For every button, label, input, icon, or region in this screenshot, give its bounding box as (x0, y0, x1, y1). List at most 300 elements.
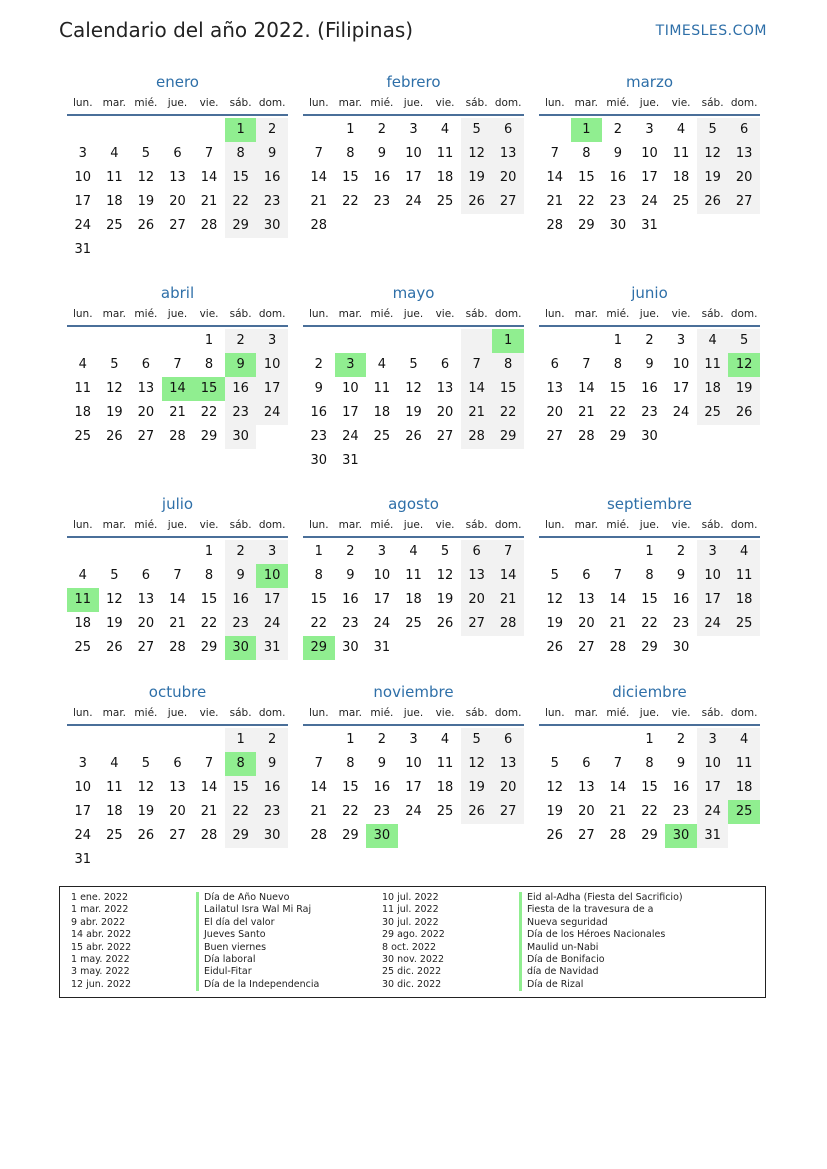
weekday-header (303, 514, 524, 538)
weekday-label: mié. (134, 97, 158, 109)
holiday-name: Día de la Independencia (196, 979, 319, 991)
day-cell: 7 (173, 568, 182, 583)
day-cell: 24 (641, 194, 658, 209)
weekday-label: jue. (403, 308, 424, 320)
day-cell: 29 (225, 824, 257, 848)
day-cell: 15 (641, 780, 658, 795)
weekday-label: vie. (671, 97, 691, 109)
day-cell: 19 (697, 166, 729, 190)
day-cell: 27 (578, 828, 595, 843)
day-cell: 16 (609, 170, 627, 185)
day-cell: 22 (225, 800, 257, 824)
weekday-header (303, 702, 524, 726)
day-cell: 4 (78, 357, 87, 372)
weekday-header (67, 92, 288, 116)
day-grid (303, 540, 524, 660)
day-cell: 4 (409, 544, 418, 559)
day-cell: 6 (582, 568, 591, 583)
holiday-name: Fiesta de la travesura de a (519, 904, 683, 916)
empty-cell (697, 636, 729, 660)
day-cell: 23 (310, 429, 328, 444)
day-cell: 18 (728, 588, 760, 612)
day-cell: 23 (256, 190, 288, 214)
day-grid (67, 540, 288, 660)
day-cell: 19 (728, 377, 760, 401)
weekday-label: lun. (72, 707, 93, 719)
day-cell: 30 (310, 453, 328, 468)
day-cell: 16 (225, 588, 257, 612)
day-grid (539, 329, 760, 449)
day-cell: 26 (546, 640, 564, 655)
empty-cell (539, 540, 571, 564)
day-cell: 17 (405, 170, 422, 185)
day-cell: 26 (405, 429, 422, 444)
day-cell: 12 (137, 780, 155, 795)
holiday-day: 30 (366, 824, 398, 848)
day-cell: 2 (225, 540, 257, 564)
day-cell: 14 (461, 377, 493, 401)
day-cell: 3 (78, 756, 87, 771)
day-cell: 14 (310, 780, 328, 795)
empty-cell (130, 848, 162, 872)
weekday-label: jue. (167, 308, 188, 320)
day-cell: 6 (173, 146, 182, 161)
holiday-list (59, 886, 766, 998)
empty-cell (429, 824, 461, 848)
day-cell: 19 (137, 194, 155, 209)
day-cell: 16 (373, 170, 391, 185)
day-cell: 12 (546, 592, 564, 607)
day-cell: 14 (578, 381, 595, 396)
day-cell: 23 (373, 804, 391, 819)
day-cell: 23 (256, 800, 288, 824)
day-cell: 15 (342, 780, 359, 795)
day-cell: 15 (492, 377, 524, 401)
day-cell: 6 (728, 118, 760, 142)
weekday-label: sáb. (701, 519, 724, 531)
day-cell: 3 (697, 540, 729, 564)
holiday-day: 25 (728, 800, 760, 824)
holiday-name: Buen viernes (196, 942, 319, 954)
day-cell: 3 (676, 333, 686, 348)
day-cell: 11 (672, 146, 690, 161)
day-cell: 15 (225, 776, 257, 800)
empty-cell (728, 214, 760, 238)
day-cell: 9 (613, 146, 623, 161)
day-cell: 25 (106, 828, 123, 843)
weekday-label: jue. (167, 97, 188, 109)
weekday-label: mié. (606, 308, 630, 320)
day-cell: 30 (641, 429, 658, 444)
day-cell: 18 (672, 170, 690, 185)
day-cell: 7 (461, 353, 493, 377)
weekday-label: vie. (435, 707, 455, 719)
day-cell: 8 (346, 146, 355, 161)
weekday-label: dom. (494, 519, 522, 531)
day-cell: 26 (106, 429, 123, 444)
holiday-dates-left (71, 892, 131, 991)
empty-cell (571, 540, 603, 564)
weekday-label: jue. (639, 308, 660, 320)
day-cell: 11 (373, 381, 391, 396)
weekday-label: mié. (370, 707, 394, 719)
day-cell: 28 (609, 828, 627, 843)
weekday-label: mié. (370, 308, 394, 320)
day-cell: 26 (728, 401, 760, 425)
day-cell: 25 (697, 401, 729, 425)
day-cell: 5 (110, 357, 119, 372)
day-cell: 21 (169, 405, 186, 420)
weekday-header (539, 92, 760, 116)
day-cell: 6 (173, 756, 182, 771)
holiday-day: 1 (571, 118, 603, 142)
day-cell: 26 (546, 828, 564, 843)
day-cell: 16 (256, 166, 288, 190)
day-cell: 1 (613, 333, 623, 348)
holiday-day: 8 (225, 752, 257, 776)
month-name: julio (161, 495, 194, 513)
day-cell: 22 (641, 616, 658, 631)
day-cell: 26 (697, 190, 729, 214)
day-cell: 6 (492, 728, 524, 752)
empty-cell (130, 728, 162, 752)
empty-cell (398, 449, 430, 473)
day-cell: 28 (310, 828, 328, 843)
day-cell: 9 (256, 142, 288, 166)
weekday-label: vie. (199, 707, 219, 719)
day-cell: 22 (609, 405, 627, 420)
day-cell: 10 (342, 381, 359, 396)
day-cell: 16 (225, 377, 257, 401)
day-cell: 23 (342, 616, 359, 631)
empty-cell (398, 636, 430, 660)
day-cell: 10 (405, 146, 422, 161)
day-cell: 8 (225, 142, 257, 166)
holiday-day: 30 (225, 636, 257, 660)
day-cell: 7 (613, 756, 623, 771)
day-cell: 29 (342, 828, 359, 843)
holiday-name: Eidul-Fitar (196, 966, 319, 978)
weekday-label: lun. (308, 97, 329, 109)
day-cell: 31 (641, 218, 658, 233)
day-cell: 14 (609, 592, 627, 607)
weekday-header (67, 702, 288, 726)
holiday-date: 30 nov. 2022 (382, 954, 445, 966)
day-cell: 17 (256, 377, 288, 401)
day-cell: 10 (373, 568, 391, 583)
day-cell: 30 (256, 214, 288, 238)
day-cell: 21 (310, 804, 328, 819)
day-cell: 3 (697, 728, 729, 752)
month-name: octubre (148, 683, 207, 701)
day-cell: 31 (697, 824, 729, 848)
weekday-label: vie. (199, 308, 219, 320)
day-cell: 28 (169, 429, 186, 444)
day-cell: 19 (405, 405, 422, 420)
day-cell: 12 (546, 780, 564, 795)
day-cell: 24 (256, 612, 288, 636)
holiday-name: día de Navidad (519, 966, 683, 978)
day-cell: 12 (405, 381, 422, 396)
brand-link[interactable]: TIMESLES.COM (655, 23, 767, 39)
day-cell: 26 (461, 190, 493, 214)
day-cell: 13 (546, 381, 564, 396)
day-cell: 16 (641, 381, 658, 396)
empty-cell (539, 118, 571, 142)
month-marzo (539, 72, 760, 238)
day-grid (539, 540, 760, 660)
day-cell: 29 (200, 640, 218, 655)
day-cell: 21 (578, 405, 595, 420)
weekday-label: dom. (494, 97, 522, 109)
holiday-name: El día del valor (196, 917, 319, 929)
weekday-label: lun. (72, 308, 93, 320)
holiday-day: 29 (303, 636, 335, 660)
empty-cell (303, 329, 335, 353)
day-cell: 4 (78, 568, 87, 583)
day-cell: 1 (225, 728, 257, 752)
day-cell: 3 (78, 146, 87, 161)
weekday-label: vie. (435, 97, 455, 109)
weekday-label: mar. (102, 519, 127, 531)
day-cell: 15 (310, 592, 328, 607)
day-cell: 26 (137, 218, 155, 233)
empty-cell (539, 728, 571, 752)
empty-cell (665, 214, 697, 238)
day-cell: 6 (141, 568, 151, 583)
day-cell: 8 (645, 756, 654, 771)
day-cell: 23 (672, 804, 690, 819)
empty-cell (225, 848, 257, 872)
day-cell: 11 (697, 353, 729, 377)
day-cell: 19 (461, 776, 493, 800)
day-cell: 23 (373, 194, 391, 209)
day-cell: 8 (204, 357, 214, 372)
weekday-label: mar. (574, 519, 599, 531)
month-name: enero (156, 73, 199, 91)
empty-cell (728, 824, 760, 848)
day-cell: 20 (492, 776, 524, 800)
day-cell: 27 (169, 218, 186, 233)
day-cell: 23 (641, 405, 658, 420)
day-cell: 5 (697, 118, 729, 142)
day-cell: 25 (74, 640, 92, 655)
weekday-header (303, 303, 524, 327)
weekday-label: sáb. (229, 519, 252, 531)
empty-cell (303, 118, 335, 142)
day-cell: 3 (409, 732, 418, 747)
day-cell: 7 (173, 357, 182, 372)
weekday-label: mié. (370, 97, 394, 109)
day-cell: 29 (609, 429, 627, 444)
empty-cell (429, 449, 461, 473)
day-cell: 13 (169, 780, 186, 795)
day-cell: 13 (728, 142, 760, 166)
day-cell: 16 (672, 780, 690, 795)
day-cell: 29 (641, 640, 658, 655)
holiday-date: 25 dic. 2022 (382, 966, 442, 978)
empty-cell (492, 214, 524, 238)
day-cell: 22 (492, 401, 524, 425)
day-cell: 3 (377, 544, 387, 559)
day-cell: 4 (110, 756, 119, 771)
day-cell: 25 (106, 218, 123, 233)
day-cell: 17 (641, 170, 658, 185)
empty-cell (429, 214, 461, 238)
day-cell: 6 (550, 357, 559, 372)
holiday-date: 14 abr. 2022 (71, 929, 132, 941)
holiday-date: 3 may. 2022 (71, 966, 130, 978)
weekday-label: mié. (606, 97, 630, 109)
day-cell: 30 (256, 824, 288, 848)
day-cell: 11 (728, 752, 760, 776)
day-cell: 21 (492, 588, 524, 612)
empty-cell (99, 118, 131, 142)
day-cell: 5 (141, 756, 151, 771)
empty-cell (492, 449, 524, 473)
empty-cell (193, 118, 225, 142)
day-cell: 7 (204, 146, 214, 161)
day-cell: 3 (256, 540, 288, 564)
day-cell: 27 (436, 429, 454, 444)
day-cell: 17 (373, 592, 391, 607)
empty-cell (193, 238, 225, 262)
day-cell: 21 (200, 804, 218, 819)
empty-cell (398, 824, 430, 848)
day-cell: 4 (697, 329, 729, 353)
day-cell: 18 (436, 780, 454, 795)
weekday-label: mar. (338, 308, 363, 320)
day-cell: 22 (578, 194, 595, 209)
empty-cell (99, 848, 131, 872)
empty-cell (697, 214, 729, 238)
day-cell: 27 (137, 429, 155, 444)
day-cell: 28 (200, 218, 218, 233)
day-cell: 8 (204, 568, 214, 583)
weekday-label: dom. (258, 519, 286, 531)
day-cell: 29 (200, 429, 218, 444)
empty-cell (461, 449, 493, 473)
month-julio (67, 494, 288, 660)
day-cell: 2 (225, 329, 257, 353)
day-cell: 11 (436, 146, 454, 161)
day-cell: 24 (373, 616, 391, 631)
day-cell: 13 (492, 142, 524, 166)
day-cell: 3 (409, 122, 418, 137)
empty-cell (492, 636, 524, 660)
day-cell: 13 (578, 592, 595, 607)
day-cell: 17 (405, 780, 422, 795)
empty-cell (162, 540, 194, 564)
day-cell: 24 (74, 828, 92, 843)
day-cell: 7 (204, 756, 214, 771)
weekday-label: sáb. (465, 97, 488, 109)
empty-cell (335, 214, 367, 238)
holiday-day: 1 (225, 118, 257, 142)
day-cell: 4 (440, 122, 450, 137)
day-cell: 10 (74, 780, 92, 795)
day-cell: 19 (461, 166, 493, 190)
day-cell: 19 (546, 616, 564, 631)
day-cell: 25 (373, 429, 391, 444)
day-cell: 20 (137, 616, 155, 631)
weekday-label: mié. (606, 519, 630, 531)
holiday-day: 15 (193, 377, 225, 401)
weekday-label: mar. (338, 519, 363, 531)
day-cell: 21 (546, 194, 564, 209)
weekday-label: mar. (102, 707, 127, 719)
month-name: diciembre (612, 683, 687, 701)
empty-cell (225, 238, 257, 262)
day-cell: 26 (137, 828, 155, 843)
day-cell: 5 (461, 728, 493, 752)
weekday-label: dom. (730, 707, 758, 719)
empty-cell (602, 728, 634, 752)
weekday-label: mar. (338, 707, 363, 719)
weekday-label: jue. (403, 519, 424, 531)
day-cell: 21 (609, 804, 627, 819)
day-cell: 16 (310, 405, 328, 420)
day-grid (67, 329, 288, 449)
weekday-label: mar. (574, 97, 599, 109)
day-cell: 21 (200, 194, 218, 209)
weekday-label: sáb. (701, 97, 724, 109)
day-cell: 13 (137, 381, 155, 396)
weekday-header (303, 92, 524, 116)
day-cell: 14 (200, 170, 218, 185)
day-cell: 27 (137, 640, 155, 655)
empty-cell (162, 848, 194, 872)
day-cell: 8 (645, 568, 654, 583)
day-cell: 7 (492, 540, 524, 564)
month-name: abril (160, 284, 195, 302)
month-agosto (303, 494, 524, 660)
day-cell: 11 (436, 756, 454, 771)
day-cell: 22 (310, 616, 328, 631)
day-cell: 16 (373, 780, 391, 795)
holiday-date: 15 abr. 2022 (71, 941, 132, 953)
empty-cell (130, 329, 162, 353)
day-cell: 18 (697, 377, 729, 401)
empty-cell (571, 329, 603, 353)
day-cell: 31 (256, 636, 288, 660)
day-cell: 19 (137, 804, 155, 819)
day-cell: 18 (106, 194, 123, 209)
day-cell: 22 (342, 194, 359, 209)
empty-cell (602, 540, 634, 564)
day-cell: 6 (461, 540, 493, 564)
day-cell: 8 (492, 353, 524, 377)
day-cell: 14 (492, 564, 524, 588)
day-cell: 20 (169, 194, 186, 209)
day-cell: 22 (225, 190, 257, 214)
day-cell: 4 (110, 146, 119, 161)
day-cell: 7 (550, 146, 559, 161)
day-cell: 26 (436, 616, 454, 631)
day-grid (303, 728, 524, 848)
day-cell: 26 (461, 800, 493, 824)
empty-cell (67, 540, 99, 564)
month-febrero (303, 72, 524, 238)
day-cell: 11 (405, 568, 422, 583)
day-cell: 6 (440, 357, 450, 372)
weekday-label: vie. (435, 519, 455, 531)
weekday-header (539, 303, 760, 327)
weekday-label: dom. (258, 707, 286, 719)
day-cell: 9 (346, 568, 355, 583)
day-cell: 25 (728, 612, 760, 636)
day-cell: 31 (342, 453, 359, 468)
